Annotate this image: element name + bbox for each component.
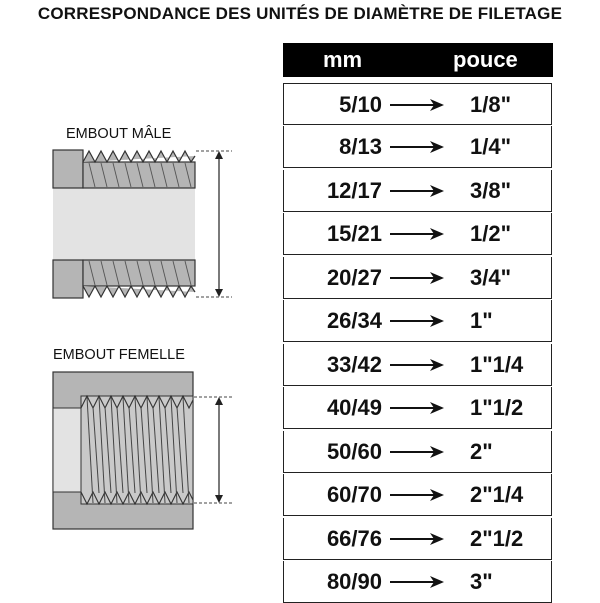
table-row bbox=[283, 344, 552, 386]
arrow-right-icon bbox=[390, 137, 444, 157]
male-dimension-marker bbox=[196, 151, 232, 297]
male-bottom-thread bbox=[83, 286, 195, 297]
arrow-right-icon bbox=[390, 95, 444, 115]
male-fitting bbox=[53, 150, 232, 298]
inch-value: 1" bbox=[470, 308, 493, 333]
inch-value: 3/8" bbox=[470, 177, 512, 203]
mm-value: 26/34 bbox=[326, 308, 382, 333]
mm-value: 20/27 bbox=[326, 264, 382, 290]
mm-value: 15/21 bbox=[326, 221, 382, 246]
table-row bbox=[283, 518, 552, 560]
inch-value: 3" bbox=[470, 569, 493, 594]
table-row bbox=[283, 431, 552, 473]
inch-value: 1"1/2 bbox=[470, 395, 524, 420]
arrow-right-icon bbox=[390, 224, 444, 244]
table-row bbox=[283, 474, 552, 516]
mm-value: 60/70 bbox=[326, 482, 382, 507]
table-row bbox=[283, 561, 552, 603]
arrow-right-icon bbox=[390, 355, 444, 375]
inch-value: 1/2" bbox=[470, 221, 512, 246]
inch-value: 1"1/4 bbox=[470, 351, 524, 377]
arrow-right-icon bbox=[390, 485, 444, 505]
inch-value: 1/4" bbox=[470, 134, 512, 159]
arrow-right-icon bbox=[390, 572, 444, 592]
inch-value: 2"1/4 bbox=[470, 482, 524, 507]
table-row bbox=[283, 83, 552, 125]
female-fitting-label: EMBOUT FEMELLE bbox=[53, 347, 185, 363]
inch-value: 2"1/2 bbox=[470, 525, 524, 551]
conversion-table bbox=[283, 81, 552, 603]
mm-value: 33/42 bbox=[326, 351, 382, 377]
header-mm: mm bbox=[323, 47, 363, 72]
arrow-right-icon bbox=[390, 268, 444, 288]
inch-value: 3/4" bbox=[470, 264, 512, 290]
female-bore bbox=[53, 408, 81, 492]
inch-value: 2" bbox=[470, 438, 493, 464]
inch-value: 1/8" bbox=[470, 91, 512, 117]
male-top-collar bbox=[53, 150, 83, 188]
mm-value: 8/13 bbox=[339, 134, 382, 159]
mm-value: 66/76 bbox=[326, 525, 382, 551]
page-title: CORRESPONDANCE DES UNITÉS DE DIAMÈTRE DE FILETAGE bbox=[37, 4, 563, 23]
table-row bbox=[283, 387, 552, 429]
table-row bbox=[283, 126, 552, 168]
fittings-diagram bbox=[0, 0, 280, 600]
mm-value: 40/49 bbox=[326, 395, 382, 420]
table-header bbox=[283, 43, 553, 77]
mm-value: 12/17 bbox=[326, 177, 382, 203]
header-pouce: pouce bbox=[453, 47, 518, 72]
female-dimension-marker bbox=[194, 397, 232, 503]
male-bottom-collar bbox=[53, 260, 83, 298]
table-row bbox=[283, 213, 552, 255]
mm-value: 50/60 bbox=[326, 438, 382, 464]
arrow-right-icon bbox=[390, 529, 444, 549]
mm-value: 5/10 bbox=[339, 91, 382, 117]
male-fitting-label: EMBOUT MÂLE bbox=[66, 126, 172, 142]
table-row bbox=[283, 170, 552, 212]
table-row bbox=[283, 300, 552, 342]
male-top-thread bbox=[83, 151, 195, 162]
mm-value: 80/90 bbox=[326, 569, 382, 594]
female-fitting bbox=[53, 372, 232, 529]
arrow-right-icon bbox=[390, 181, 444, 201]
male-bore bbox=[53, 188, 195, 260]
arrow-right-icon bbox=[390, 398, 444, 418]
arrow-right-icon bbox=[390, 311, 444, 331]
arrow-right-icon bbox=[390, 442, 444, 462]
table-row bbox=[283, 257, 552, 299]
